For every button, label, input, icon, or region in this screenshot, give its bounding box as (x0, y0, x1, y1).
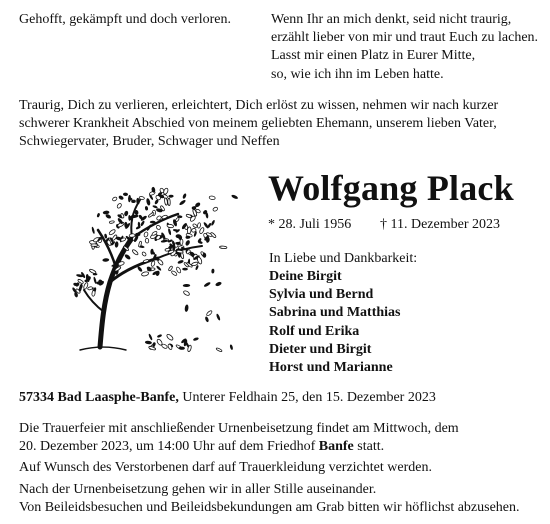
leaf (104, 233, 107, 238)
leaf (148, 333, 153, 340)
leaf (112, 234, 118, 241)
leaf (109, 221, 114, 224)
leaf (96, 213, 100, 218)
mourners-list (269, 268, 400, 377)
announcement-line: Schwiegervater, Bruder, Schwager und Neffen (19, 134, 280, 150)
leaf (87, 286, 92, 290)
leaf (146, 198, 151, 206)
leaf (115, 241, 119, 247)
cemetery-place: Banfe (318, 439, 354, 455)
birth-date: * 28. Juli 1956 (268, 217, 352, 232)
closing-note (19, 481, 520, 517)
mourner-name: Horst und Marianne (269, 360, 393, 376)
leaf (102, 258, 109, 262)
leaf (91, 244, 98, 246)
leaf (128, 195, 131, 203)
leaf (206, 310, 213, 317)
address-street-date: Unterer Feldhain 25, den 15. Dezember 2023 (178, 390, 436, 405)
mourner-name: Dieter und Birgit (269, 341, 372, 357)
leaf (219, 246, 227, 249)
leaf (182, 193, 187, 199)
leaf (124, 210, 129, 216)
leaf (179, 199, 187, 206)
leaf (204, 316, 209, 322)
leaf (103, 210, 110, 214)
tree-illustration (60, 172, 240, 362)
leaf (161, 343, 168, 349)
mourner-name: Rolf und Erika (269, 323, 360, 339)
tree-trunk (80, 200, 202, 350)
leaf (166, 333, 174, 341)
leaf (145, 206, 149, 211)
ceremony-suffix: statt. (353, 439, 385, 455)
leaf (212, 207, 218, 212)
leaf (108, 229, 116, 236)
mourner-name: Deine Birgit (269, 269, 342, 284)
poem-line: so, wie ich ihn im Leben hatte. (271, 66, 444, 82)
leaf (168, 195, 173, 198)
leaf (216, 313, 221, 321)
leaf (211, 219, 216, 226)
leaf (193, 337, 199, 342)
leaf (144, 232, 149, 238)
leaf (186, 214, 192, 218)
leaf (141, 271, 149, 276)
leaf (183, 290, 190, 296)
ceremony-line (19, 438, 459, 456)
leaf (150, 221, 156, 224)
leaf (152, 205, 158, 209)
ceremony-date-time: 20. Dezember 2023, um 14:00 Uhr auf dem Friedhof (19, 439, 319, 455)
leaf (182, 268, 188, 271)
leaf (183, 284, 191, 287)
leaf (177, 259, 184, 264)
leaf (156, 265, 162, 271)
poem (271, 11, 538, 84)
leaf (112, 196, 118, 201)
deceased-name: Wolfgang Plack (268, 168, 514, 208)
leaf (168, 198, 171, 206)
ceremony-line: Die Trauerfeier mit anschließender Urnenbeisetzung findet am Mittwoch, dem (19, 421, 459, 436)
leaf (229, 344, 233, 350)
death-date: † 11. Dezember 2023 (380, 217, 500, 232)
address-place: 57334 Bad Laasphe-Banfe, (19, 390, 179, 405)
leaf (92, 290, 96, 296)
leaf (91, 226, 95, 234)
leaf (129, 234, 135, 238)
leaf (140, 220, 145, 226)
leaf (116, 203, 122, 209)
leaf (215, 281, 222, 287)
leaf (118, 195, 124, 201)
leaf (187, 227, 191, 234)
leaf (184, 304, 189, 312)
mourners-intro: In Liebe und Dankbarkeit: (269, 251, 418, 266)
leaf (132, 249, 139, 256)
leaf (123, 192, 128, 196)
leaf (89, 269, 96, 275)
tree-leaves (72, 187, 239, 353)
leaf (156, 225, 162, 231)
closing-line: Von Beileidsbesuchen und Beileidsbekundungen am Grab bitten wir höflichst abzusehen. (19, 500, 520, 516)
leaf (141, 251, 146, 256)
leaf (203, 281, 211, 287)
ceremony-info (19, 420, 459, 456)
leaf (176, 267, 182, 274)
leaf (216, 347, 223, 352)
announcement-line: Traurig, Dich zu verlieren, erleichtert, Dich erlöst zu wissen, nehmen wir nach kurzer (19, 98, 499, 113)
leaf (145, 340, 152, 344)
poem-line: Wenn Ihr an mich denkt, seid nicht traurig, (271, 12, 512, 27)
leaf (231, 194, 239, 200)
leaf (157, 334, 163, 338)
leaf (171, 270, 178, 276)
leaf (185, 239, 191, 246)
leaf (209, 196, 215, 200)
poem-line: erzählt lieber von mir und traut Euch zu lachen. (271, 30, 539, 46)
leaf (168, 228, 172, 235)
address-line (19, 389, 436, 407)
leaf (167, 224, 174, 228)
leaf (124, 253, 131, 260)
poem-line: Lasst mir einen Platz in Eurer Mitte, (271, 48, 476, 64)
leaf (164, 198, 168, 205)
intro-quote: Gehofft, gekämpft und doch verloren. (19, 12, 232, 27)
announcement-line: schwerer Krankheit Abschied von meinem geliebten Ehemann, unserem lieben Vater, (19, 116, 497, 132)
leaf (168, 266, 173, 272)
leaf (145, 238, 149, 243)
leaf (148, 346, 156, 351)
leaf (211, 269, 214, 274)
attire-note: Auf Wunsch des Verstorbenen darf auf Trauerkleidung verzichtet werden. (19, 460, 432, 475)
announcement-text (19, 97, 498, 152)
mourner-name: Sabrina und Matthias (269, 305, 401, 321)
leaf (197, 222, 201, 228)
leaf (192, 223, 197, 228)
closing-line: Nach der Urnenbeisetzung gehen wir in aller Stille auseinander. (19, 482, 377, 497)
mourner-name: Sylvia und Bernd (269, 287, 374, 303)
